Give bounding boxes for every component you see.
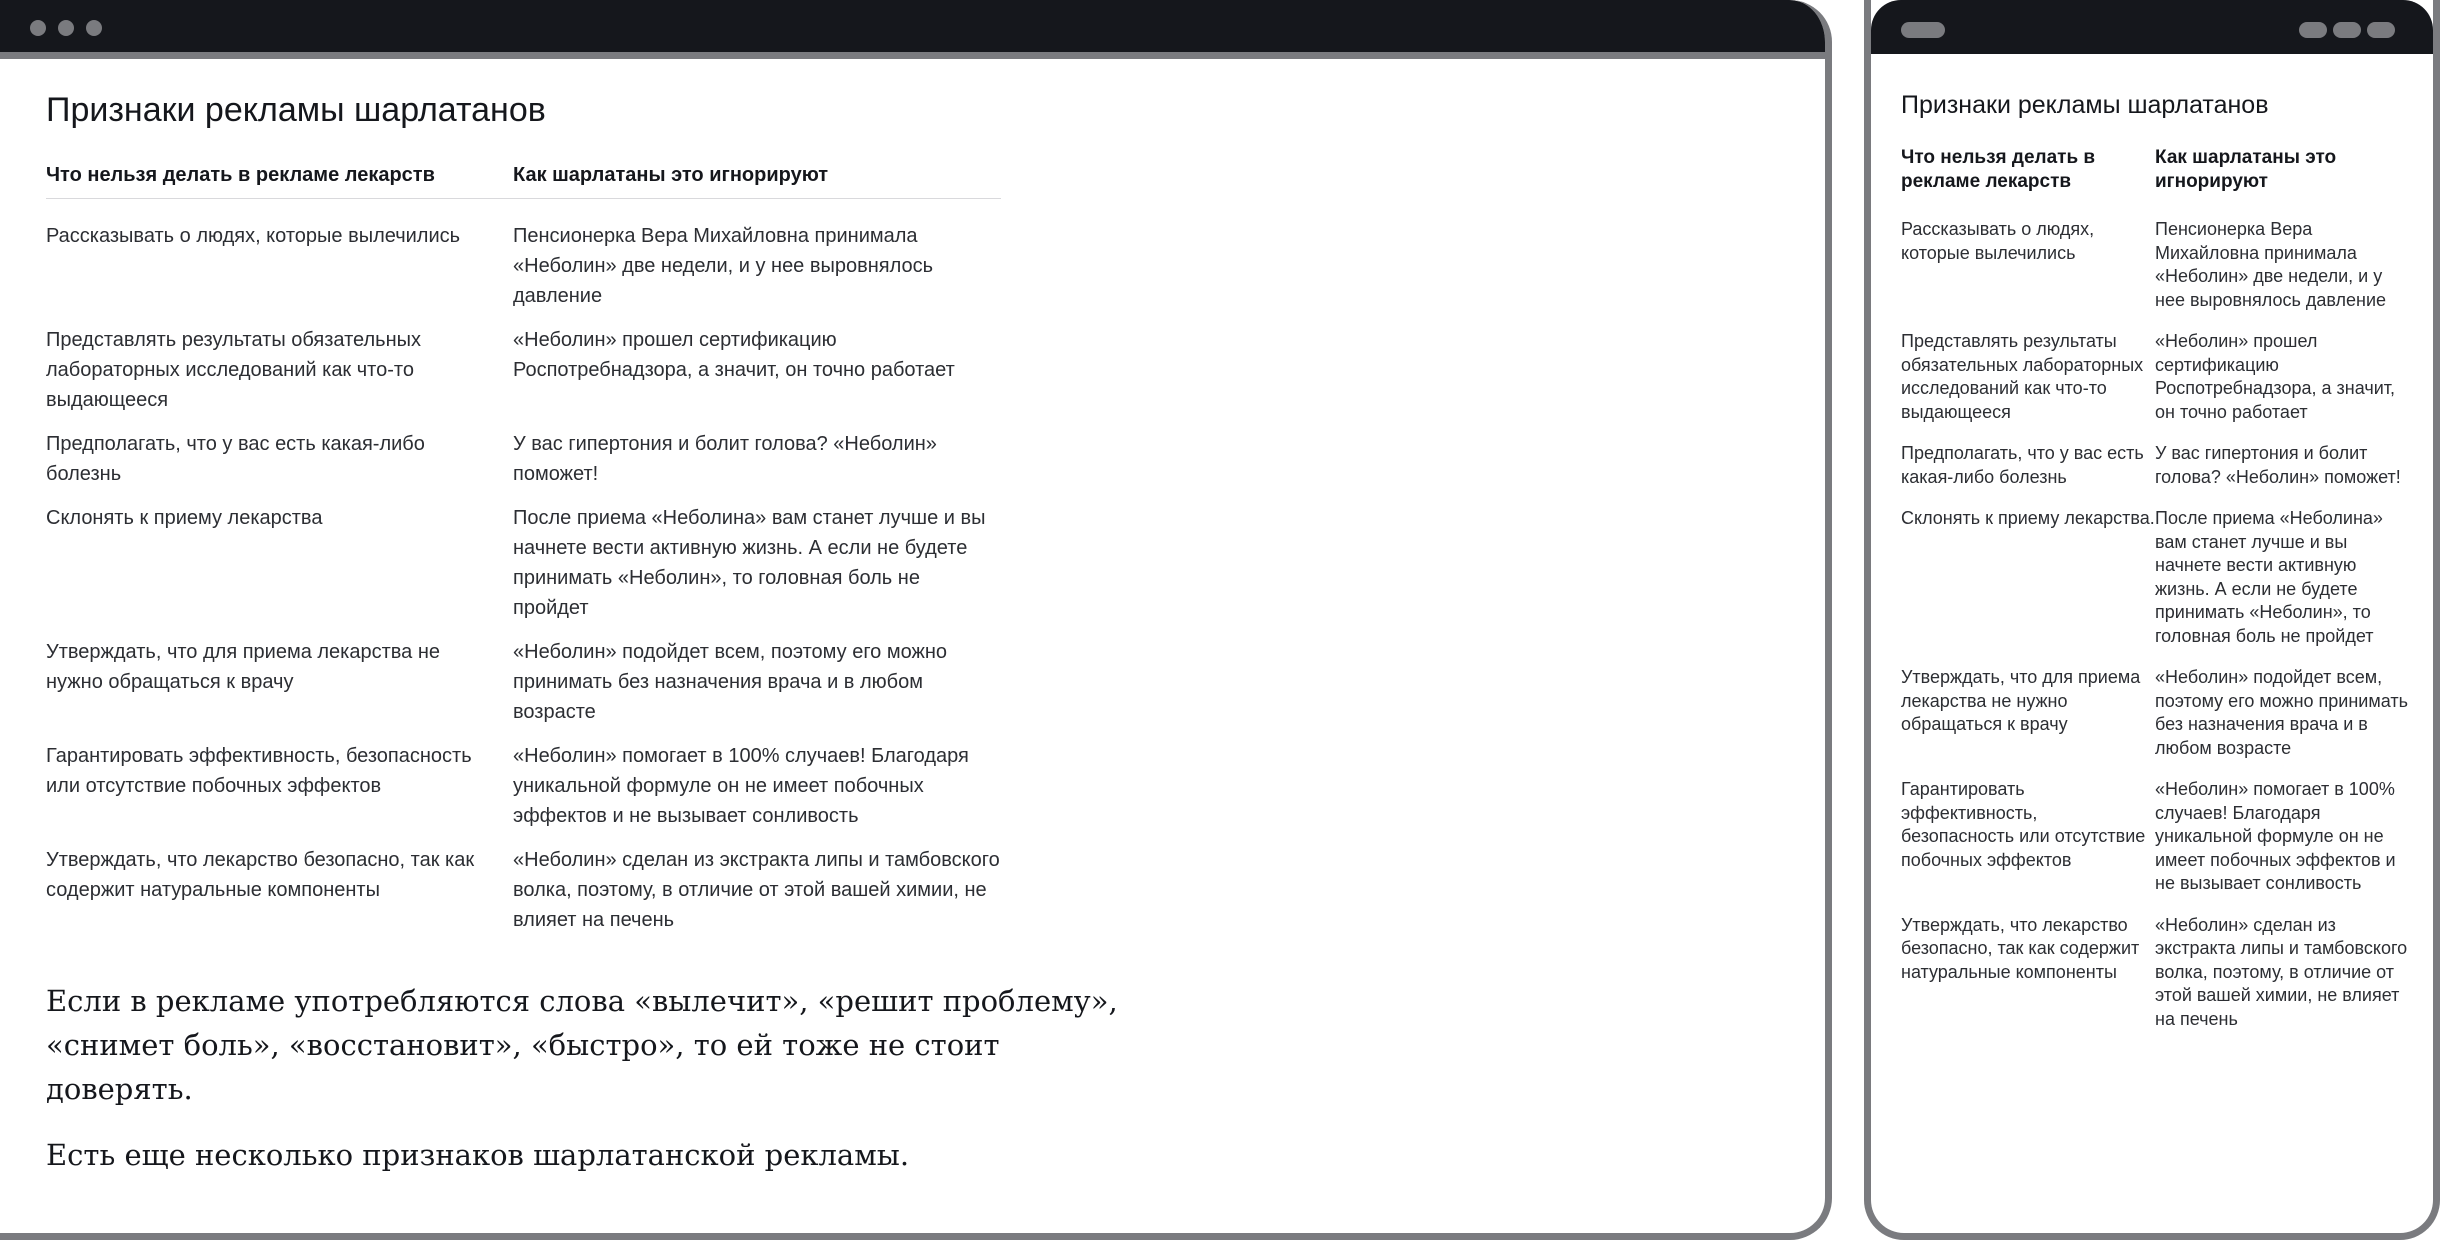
column-header-rules: Что нельзя делать в рекламе лекарств <box>1901 147 2096 192</box>
example-cell: «Неболин» помогает в 100% случаев! Благодаря уникальной формуле он не имеет побочных эффектов и не вызывает сонливость <box>2155 779 2396 893</box>
column-header-examples: Как шарлатаны это игнорируют <box>513 162 1001 199</box>
window-controls <box>30 20 102 36</box>
table-row <box>1901 778 2409 914</box>
quack-ads-table <box>46 162 1001 949</box>
rule-cell: Утверждать, что лекарство безопасно, так как содержит натуральные компоненты <box>1901 914 2140 982</box>
article-body <box>46 979 1146 1177</box>
mobile-statusbar <box>1871 0 2433 54</box>
example-cell: «Неболин» подойдет всем, поэтому его можно принимать без назначения врача и в любом возрасте <box>513 641 948 723</box>
article-paragraph: Если в рекламе употребляются слова «вылечит», «решит проблему», «снимет боль», «восстановит», «быстро», то ей тоже не стоит доверять. <box>46 984 1118 1106</box>
rule-cell: Представлять результаты обязательных лабораторных исследований как что-то выдающееся <box>1901 331 2144 422</box>
window-dot-icon[interactable] <box>86 20 102 36</box>
table-title: Признаки рекламы шарлатанов <box>1901 91 2269 119</box>
mobile-article <box>1901 88 2408 1049</box>
example-cell: «Неболин» прошел сертификацию Роспотребнадзора, а значит, он точно работает <box>513 329 955 381</box>
example-cell: После приема «Неболина» вам станет лучше и вы начнете вести активную жизнь. А если не будете принимать «Неболин», то головная боль не пройдет <box>513 507 986 619</box>
table-row <box>46 845 1001 949</box>
desktop-article <box>46 88 1786 1199</box>
rule-cell: Рассказывать о людях, которые вылечились <box>46 225 461 247</box>
example-cell: После приема «Неболина» вам станет лучше и вы начнете вести активную жизнь. А если не будете принимать «Неболин», то головная боль не пройдет <box>2155 508 2383 646</box>
example-cell: «Неболин» сделан из экстракта липы и тамбовского волка, поэтому, в отличие от этой вашей химии, не влияет на печень <box>513 849 1000 931</box>
table-row <box>46 741 1001 845</box>
example-cell: У вас гипертония и болит голова? «Неболин» поможет! <box>513 433 937 485</box>
rule-cell: Утверждать, что для приема лекарства не нужно обращаться к врачу <box>1901 667 2141 734</box>
rule-cell: Гарантировать эффективность, безопасность или отсутствие побочных эффектов <box>1901 779 2146 870</box>
status-pill-icon <box>2367 22 2395 38</box>
status-pill-icon <box>1901 22 1945 38</box>
desktop-titlebar <box>0 0 1825 59</box>
table-row <box>1901 666 2409 778</box>
example-cell: Пенсионерка Вера Михайловна принимала «Неболин» две недели, и у нее выровнялось давление <box>2155 219 2387 310</box>
table-row <box>1901 442 2409 507</box>
quack-ads-table <box>1901 146 2409 1049</box>
rule-cell: Предполагать, что у вас есть какая-либо болезнь <box>1901 443 2144 487</box>
example-cell: «Неболин» сделан из экстракта липы и тамбовского волка, поэтому, в отличие от этой вашей химии, не влияет на печень <box>2155 914 2408 1029</box>
rule-cell: Гарантировать эффективность, безопасность или отсутствие побочных эффектов <box>46 745 472 797</box>
status-pill-icon <box>2299 22 2327 38</box>
table-row <box>46 429 1001 503</box>
table-row <box>46 325 1001 429</box>
rule-cell: Утверждать, что лекарство безопасно, так как содержит натуральные компоненты <box>46 849 475 901</box>
table-row <box>1901 914 2409 1050</box>
table-row <box>46 503 1001 637</box>
window-dot-icon[interactable] <box>58 20 74 36</box>
column-header-rules: Что нельзя делать в рекламе лекарств <box>46 162 513 199</box>
mobile-phone-window <box>1864 0 2440 1240</box>
table-title: Признаки рекламы шарлатанов <box>46 91 546 129</box>
rule-cell: Рассказывать о людях, которые вылечились <box>1901 219 2095 263</box>
example-cell: «Неболин» прошел сертификацию Роспотребнадзора, а значит, он точно работает <box>2155 331 2396 422</box>
table-row <box>46 199 1001 326</box>
example-cell: Пенсионерка Вера Михайловна принимала «Неболин» две недели, и у нее выровнялось давление <box>513 225 934 307</box>
article-paragraph: Есть еще несколько признаков шарлатанской рекламы. <box>46 1138 910 1172</box>
rule-cell: Склонять к приему лекарства <box>46 507 323 529</box>
example-cell: У вас гипертония и болит голова? «Неболин» поможет! <box>2155 443 2401 487</box>
rule-cell: Склонять к приему лекарства. <box>1901 508 2155 528</box>
window-dot-icon[interactable] <box>30 20 46 36</box>
table-row <box>46 637 1001 741</box>
table-row <box>1901 202 2409 330</box>
table-row <box>1901 507 2409 666</box>
example-cell: «Неболин» подойдет всем, поэтому его можно принимать без назначения врача и в любом возрасте <box>2155 667 2408 758</box>
rule-cell: Утверждать, что для приема лекарства не нужно обращаться к врачу <box>46 641 441 693</box>
column-header-examples: Как шарлатаны это игнорируют <box>2155 147 2337 192</box>
example-cell: «Неболин» помогает в 100% случаев! Благодаря уникальной формуле он не имеет побочных эффектов и не вызывает сонливость <box>513 745 969 827</box>
table-row <box>1901 330 2409 442</box>
status-pill-icon <box>2333 22 2361 38</box>
rule-cell: Предполагать, что у вас есть какая-либо болезнь <box>46 433 425 485</box>
rule-cell: Представлять результаты обязательных лабораторных исследований как что-то выдающееся <box>46 329 421 411</box>
